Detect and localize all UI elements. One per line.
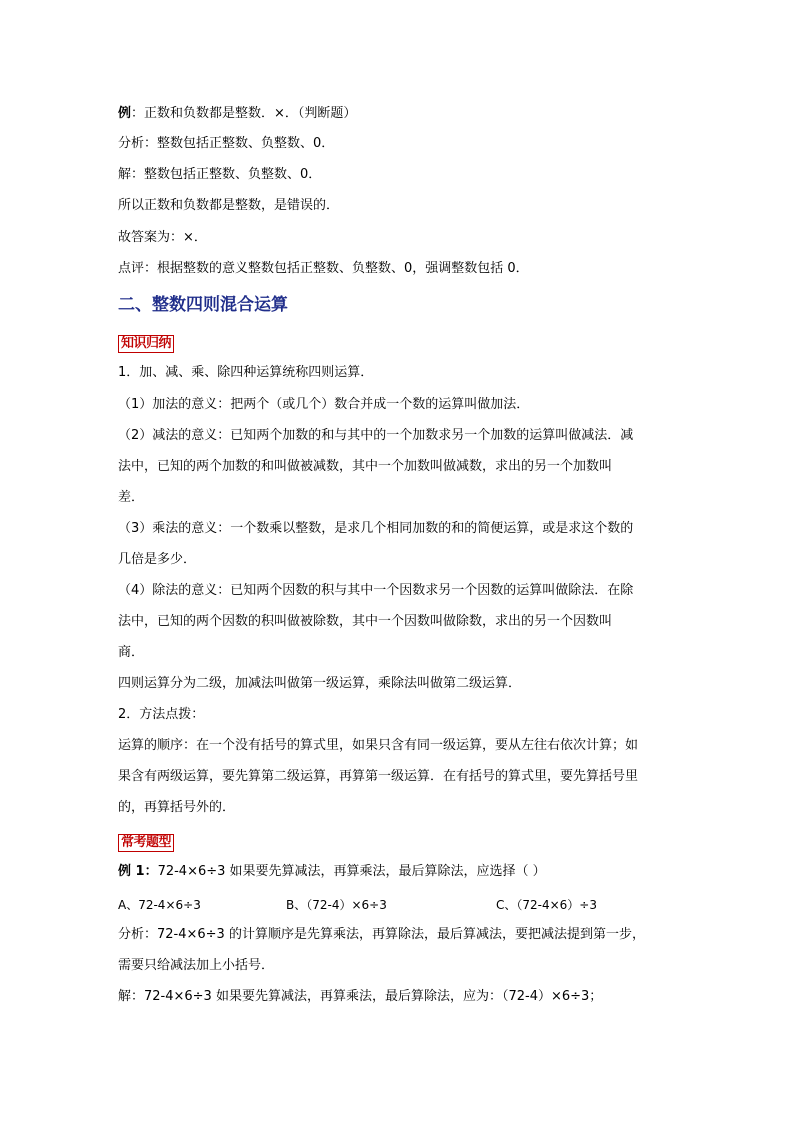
answer-0: 故答案为：×． [118,230,207,245]
example-1 [118,863,546,880]
item-1-2-a: （2）减法的意义：已知两个加数的和与其中的一个加数求另一个加数的运算叫做减法．减 [118,428,634,443]
example-1-text: 72-4×6÷3 如果要先算减法，再算乘法，最后算除法，应选择（ ） [157,864,546,879]
item-1-4-b: 法中，已知的两个因数的积叫做被除数，其中一个因数叫做除数，求出的另一个因数叫 [118,614,613,629]
knowledge-tag [118,332,174,353]
knowledge-tag-label: 知识归纳 [118,335,174,353]
option-b: B、（72-4）×6÷3 [286,898,387,912]
item-1-4-a: （4）除法的意义：已知两个因数的积与其中一个因数求另一个因数的运算叫做除法．在除 [118,583,634,598]
option-c: C、（72-4×6）÷3 [496,898,597,912]
solution-1: 解：72-4×6÷3 如果要先算减法，再算乘法，最后算除法，应为：（72-4）×6÷3； [118,989,603,1004]
item-1-3-b: 几倍是多少． [118,552,197,567]
item-1-3-a: （3）乘法的意义：一个数乘以整数，是求几个相同加数的和的简便运算，或是求这个数的 [118,521,634,536]
solution-0: 解：整数包括正整数、负整数、0． [118,167,322,182]
example-text: ：正数和负数都是整数．×．（判断题） [131,106,357,121]
item-1-1: （1）加法的意义：把两个（或几个）数合并成一个数的运算叫做加法． [118,397,530,412]
item-1-2-b: 法中，已知的两个加数的和叫做被减数，其中一个加数叫做减数，求出的另一个加数叫 [118,459,613,474]
analysis-0: 分析：整数包括正整数、负整数、0． [118,136,335,151]
option-a: A、72-4×6÷3 [118,898,201,912]
item-2: 2．方法点拨： [118,707,205,722]
options-row [118,896,678,913]
order-b: 果含有两级运算，要先算第二级运算，再算第一级运算．在有括号的算式里，要先算括号里 [118,769,639,784]
conclusion-0: 所以正数和负数都是整数，是错误的． [118,198,340,213]
common-tag-label: 常考题型 [118,834,174,852]
order-c: 的，再算括号外的． [118,800,236,815]
example-0 [118,105,356,122]
analysis-1-b: 需要只给减法加上小括号． [118,958,275,973]
comment-0: 点评：根据整数的意义整数包括正整数、负整数、0，强调整数包括 0． [118,261,529,276]
example-label: 例 [118,106,132,121]
item-1: 1．加、减、乘、除四种运算统称四则运算． [118,365,374,380]
analysis-1-a: 分析：72-4×6÷3 的计算顺序是先算乘法，再算除法，最后算减法，要把减法提到第一步， [118,927,645,942]
levels-text: 四则运算分为二级，加减法叫做第一级运算，乘除法叫做第二级运算． [118,676,522,691]
order-a: 运算的顺序：在一个没有括号的算式里，如果只含有同一级运算，要从左往右依次计算；如 [118,738,639,753]
item-1-4-c: 商． [118,645,145,660]
common-tag [118,831,174,852]
section-title: 二、整数四则混合运算 [118,295,288,315]
item-1-2-c: 差． [118,490,145,505]
example-1-label: 例 1： [118,864,158,879]
